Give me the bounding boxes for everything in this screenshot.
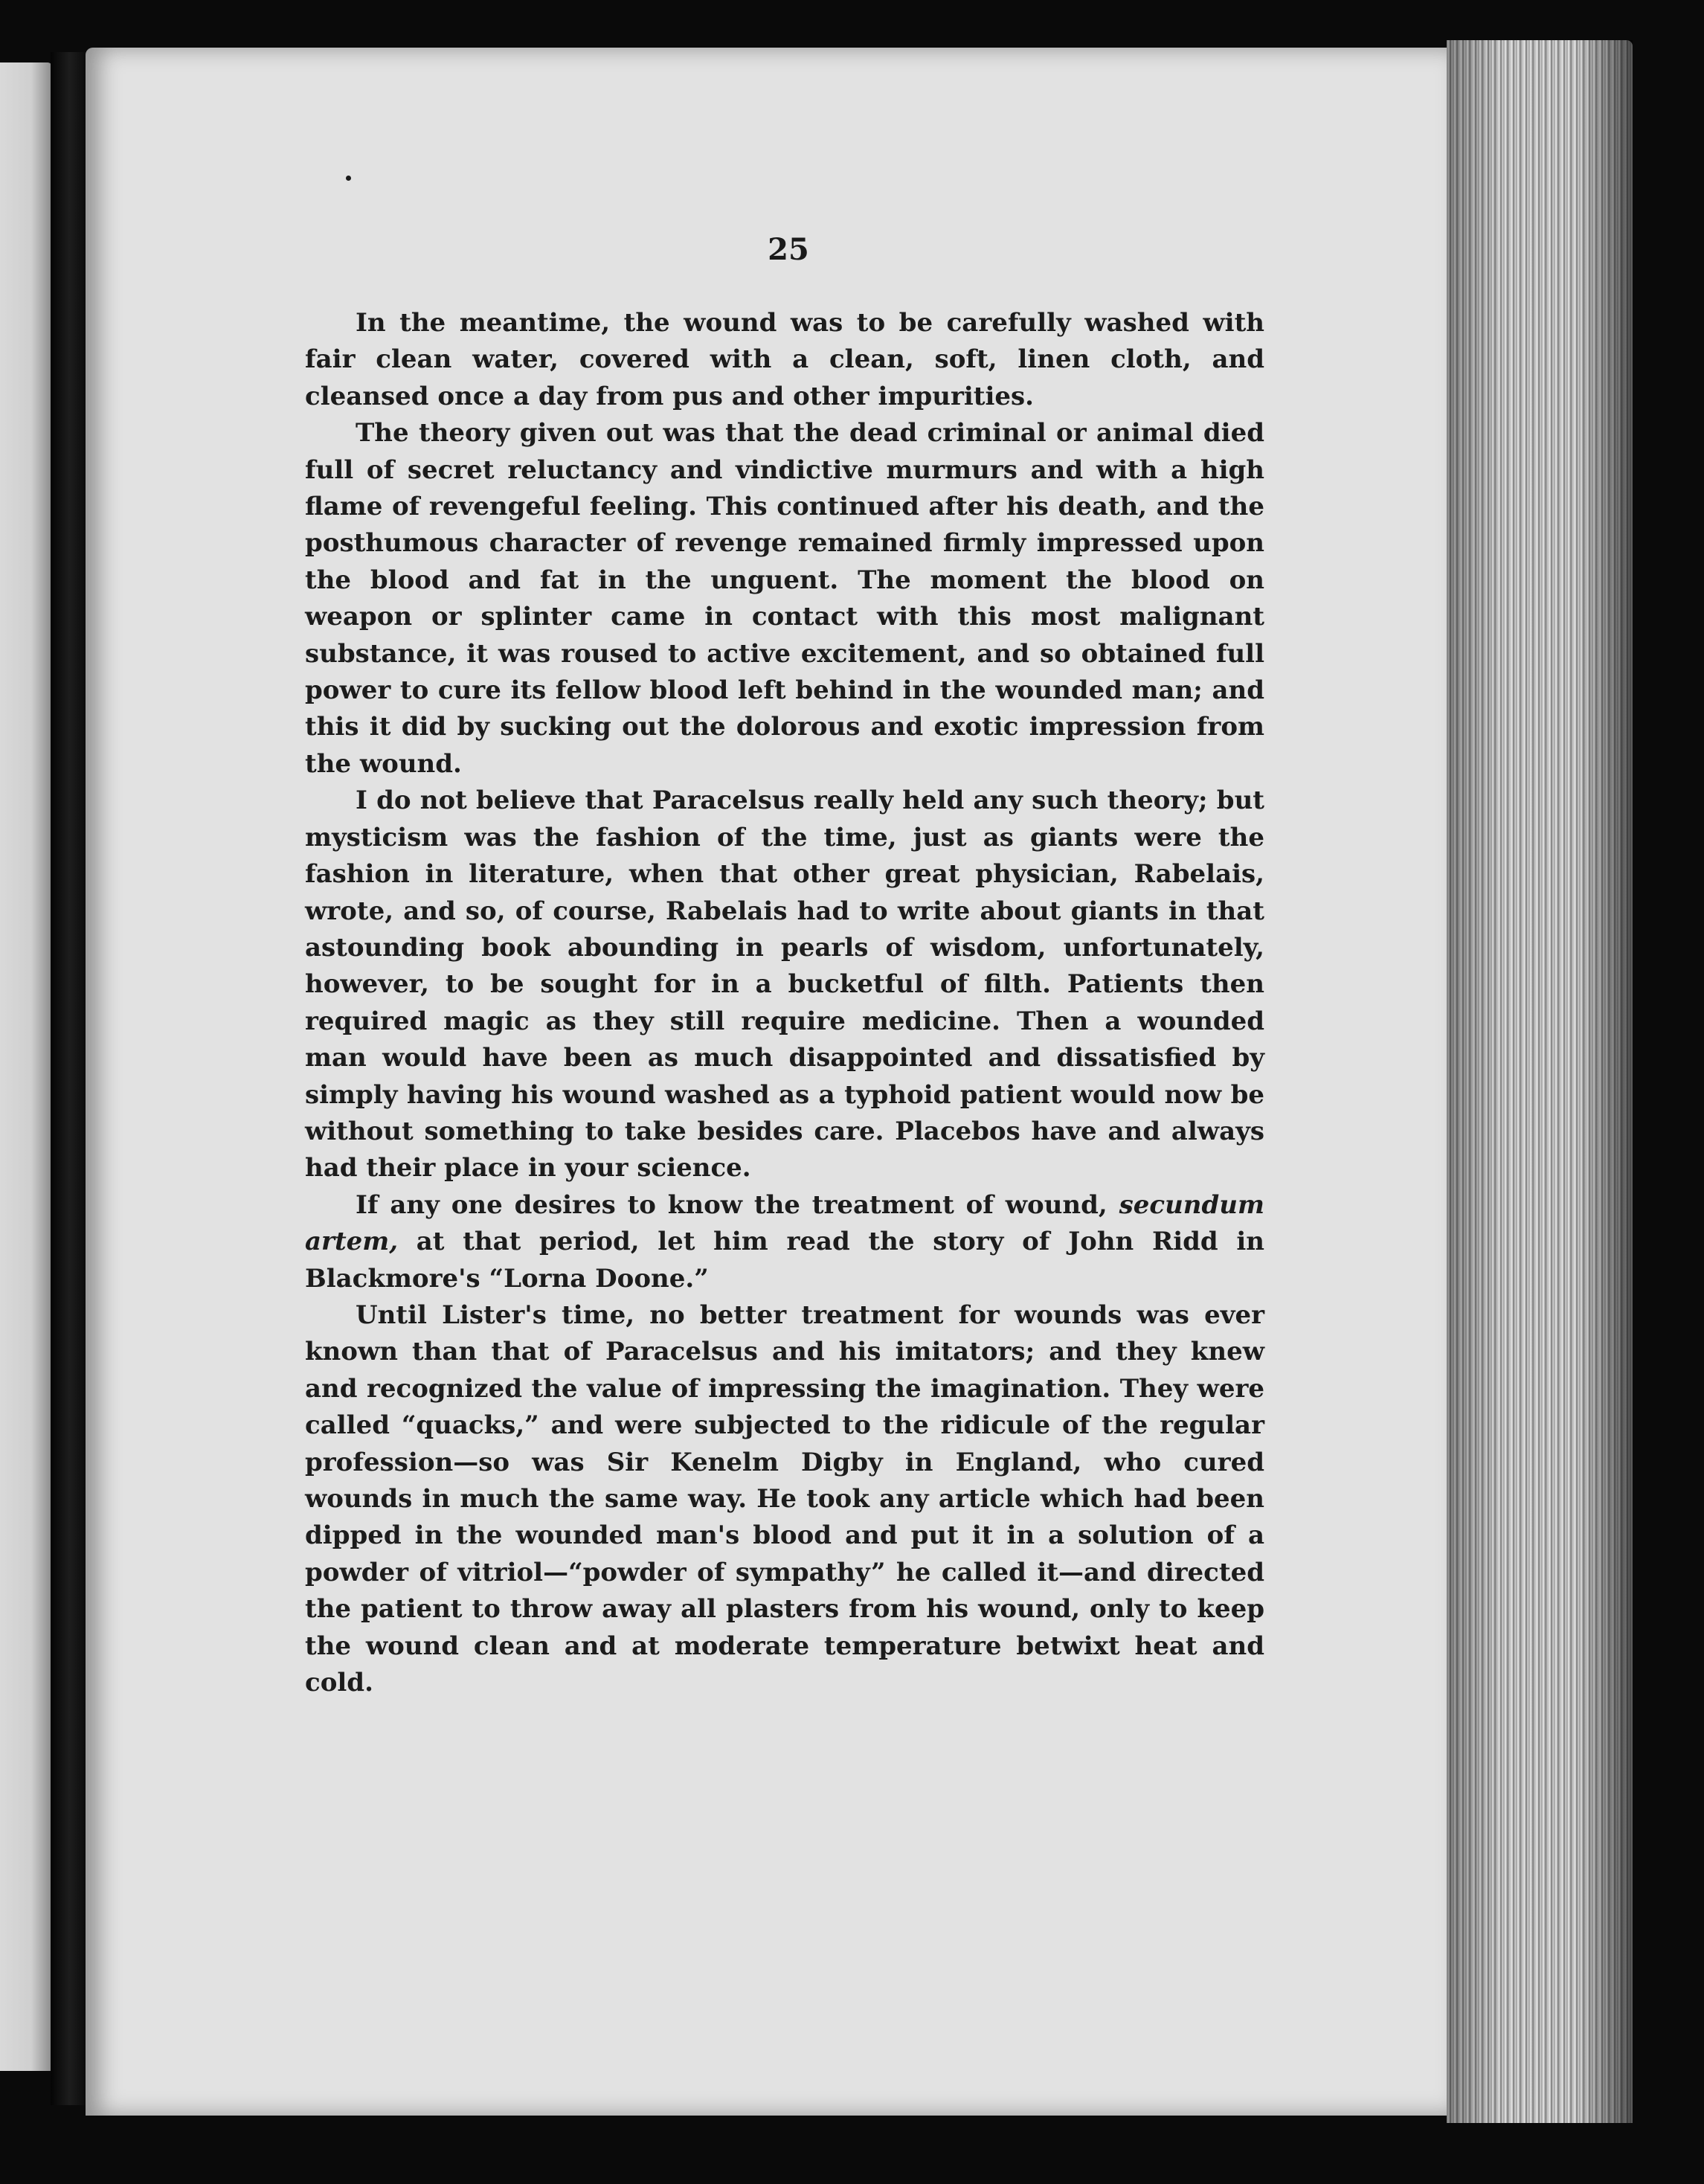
paragraph-4-lead: If any one desires to know the treatment of wound, <box>356 1189 1119 1220</box>
paragraph-2: The theory given out was that the dead criminal or animal died full of secret reluctancy and vindictive murmurs and with a high flame of revengeful feeling. This continued after his death, and the posthumous character of revenge remained firmly impressed upon the blood and fat in the unguent. The moment the blood on weapon or splinter came in contact with this most malignant substance, it was roused to active excitement, and so obtained full power to cure its fellow blood left behind in the wounded man; and this it did by sucking out the dolorous and exotic impression from the wound. <box>305 418 1264 779</box>
left-facing-page <box>0 62 52 2071</box>
page-number: 25 <box>768 232 809 267</box>
page-stack-edge <box>1447 40 1633 2123</box>
paragraph-5: Until Lister's time, no better treatment for wounds was ever known than that of Paracelsus and his imitators; and they knew and recognized the value of impressing the imagination. They were called “quacks,” and were subjected to the ridicule of the regular profession—so was Sir Kenelm Digby in England, who cured wounds in much the same way. He took any article which had been dipped in the wounded man's blood and put it in a solution of a powder of vitriol—“powder of sympathy” he called it—and directed the patient to throw away all plasters from his wound, only to keep the wound clean and at moderate temperature betwixt heat and cold. <box>305 1300 1264 1698</box>
paragraph-3: I do not believe that Paracelsus really held any such theory; but mysticism was the fashion of the time, just as giants were the fashion in literature, when that other great physician, Rabelais, wrote, and so, of course, Rabelais had to write about giants in that astounding book abounding in pearls of wisdom, unfortunately, however, to be sought for in a bucketful of filth. Patients then required magic as they still require medicine. Then a wounded man would have been as much disappointed and dissatisfied by simply having his wound washed as a typhoid patient would now be without something to take besides care. Placebos have and always had their place in your science. <box>305 786 1264 1183</box>
book-gutter <box>51 52 89 2105</box>
paragraph-4-tail: at that period, let him read the story of John Ridd in Blackmore's “Lorna Doone.” <box>305 1227 1264 1294</box>
ink-speck <box>346 176 351 181</box>
latin-phrase: secundum artem, <box>305 1189 1264 1257</box>
body-text <box>305 305 1264 1701</box>
paragraph-4 <box>305 1187 1264 1297</box>
paragraph-1: In the meantime, the wound was to be carefully washed with fair clean water, covered with a clean, soft, linen cloth, and cleansed once a day from pus and other impurities. <box>305 308 1264 411</box>
